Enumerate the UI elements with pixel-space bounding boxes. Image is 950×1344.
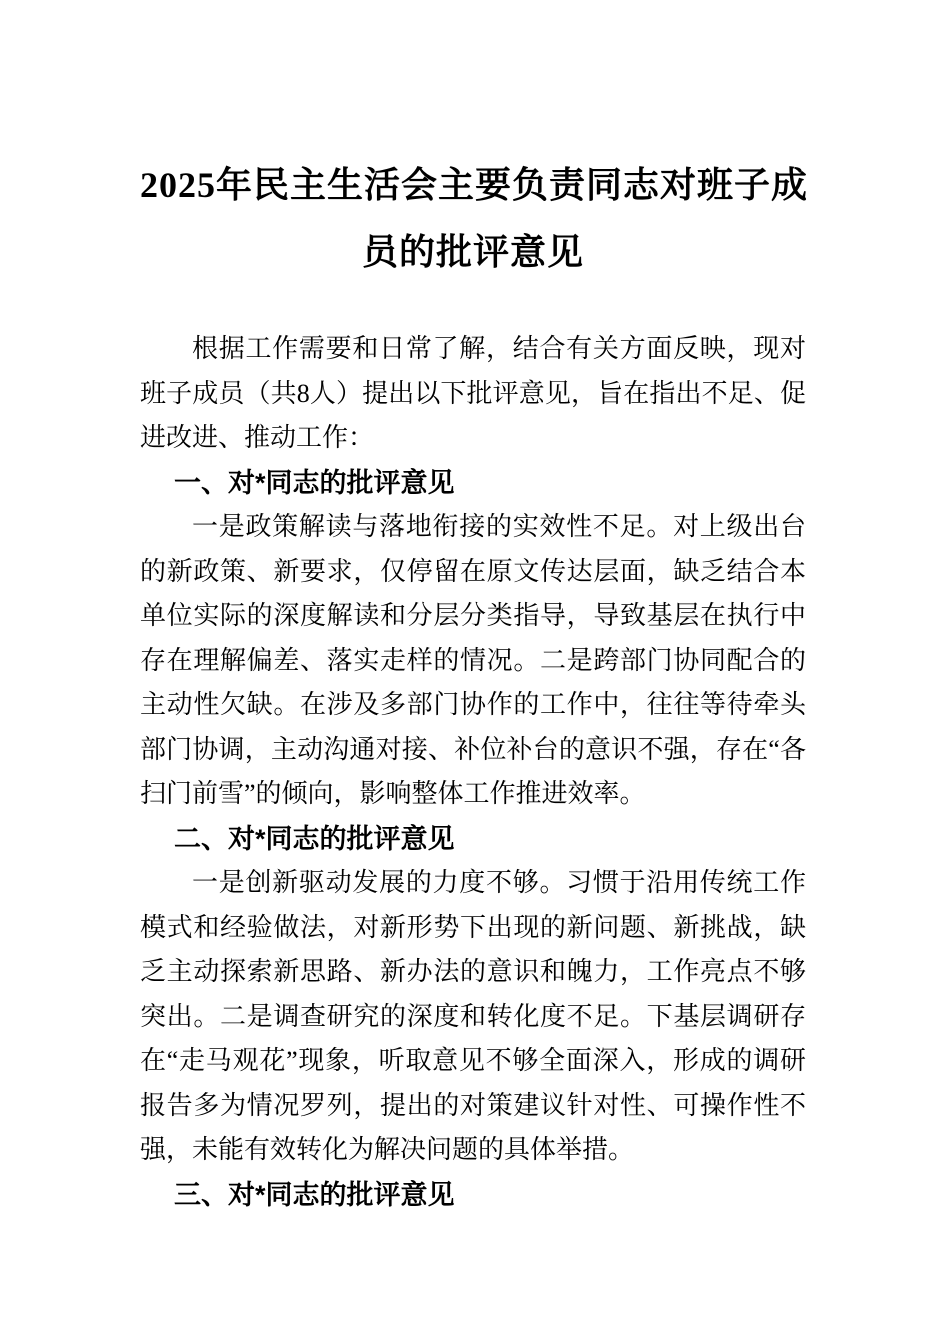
section-3-heading: 三、对*同志的批评意见 <box>174 1179 455 1210</box>
intro-paragraph: 根据工作需要和日常了解，结合有关方面反映，现对班子成员（共8人）提出以下批评意见，旨在指出不足、促进改进、推动工作： <box>140 334 806 452</box>
section-2-heading: 二、对*同志的批评意见 <box>174 823 455 854</box>
document-title-line-1: 2025年民主生活会主要负责同志对班子成 <box>140 165 809 205</box>
section-1-heading: 一、对*同志的批评意见 <box>174 467 455 498</box>
section-2-body: 一是创新驱动发展的力度不够。习惯于沿用传统工作模式和经验做法，对新形势下出现的新问题、新挑战，缺乏主动探索新思路、新办法的意识和魄力，工作亮点不够突出。二是调查研究的深度和转化度不足。下基层调研存在“走马观花”现象，听取意见不够全面深入，形成的调研报告多为情况罗列，提出的对策建议针对性、可操作性不强，未能有效转化为解决问题的具体举措。 <box>140 868 806 1164</box>
document-title <box>140 152 809 286</box>
document-title-line-2: 员的批评意见 <box>361 232 584 272</box>
section-1-body: 一是政策解读与落地衔接的实效性不足。对上级出台的新政策、新要求，仅停留在原文传达层面，缺乏结合本单位实际的深度解读和分层分类指导，导致基层在执行中存在理解偏差、落实走样的情况。二是跨部门协同配合的主动性欠缺。在涉及多部门协作的工作中，往往等待牵头部门协调，主动沟通对接、补位补台的意识不强，存在“各扫门前雪”的倾向，影响整体工作推进效率。 <box>140 512 806 808</box>
